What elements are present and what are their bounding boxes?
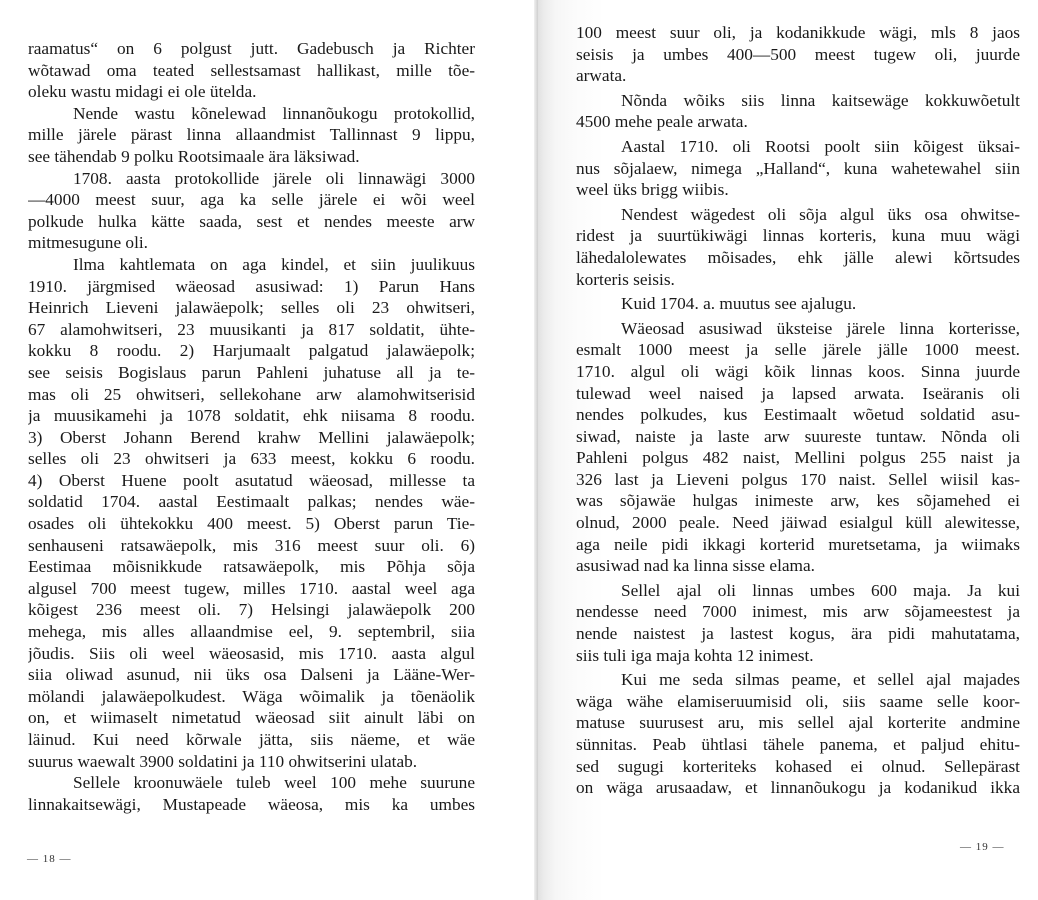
text-line: nende naistest ja lastest kogus, ära pidi mahutatama, xyxy=(576,624,1020,644)
text-line: Kuid 1704. a. muutus see ajalugu. xyxy=(621,294,857,314)
text-line: linnakaitsewägi, Mustapeade wäeosa, mis ka umbes xyxy=(28,794,475,814)
text-line: on, et wiimaselt nimetatud wäeosad siit ainult läbi on xyxy=(28,708,475,728)
text-line: 4500 mehe peale arwata. xyxy=(576,112,748,132)
text-line: osades oli ühtekokku 400 meest. 5) Oberst parun Tie- xyxy=(28,514,475,534)
text-line: nendes polkudes, kus Eestimaalt wõetud soldatid asu- xyxy=(576,405,1020,425)
text-line: ja muusikamehi ja 1078 soldatit, ehk niisama 8 roodu. xyxy=(28,406,475,426)
text-line: siwad, naiste ja laste arw suureste tuntaw. Nõnda oli xyxy=(576,426,1020,446)
text-line: mas oli 25 ohwitseri, sellekohane arw alamohwitserisid xyxy=(28,384,475,404)
text-line: jõudis. Siis oli weel wäeosasid, mis 1710. aasta algul xyxy=(28,643,475,663)
page-number-left: — 18 — xyxy=(27,853,72,865)
text-line: Eestimaa mõisnikkude ratsawäepolk, mis Põhja sõja xyxy=(28,557,475,577)
right-page-text xyxy=(576,22,1020,799)
text-line: kokku 8 roodu. 2) Harjumaalt palgatud jalawäepolk; xyxy=(28,341,475,361)
text-line: 1910. järgmised wäeosad asusiwad: 1) Parun Hans xyxy=(28,276,475,296)
text-line: suurus waewalt 3900 soldatini ja 110 ohwitserini ulatab. xyxy=(28,751,418,771)
text-line: on wäga arusaadaw, et linnanõukogu ja kodanikud ikka xyxy=(576,778,1020,798)
text-line: siia oliwad asunud, nii üks osa Dalseni ja Lääne-Wer- xyxy=(28,665,475,685)
text-line: Sellel ajal oli linnas umbes 600 maja. Ja kui xyxy=(621,580,1020,600)
text-line: Wäeosad asusiwad üksteise järele linna korterisse, xyxy=(621,318,1020,338)
text-line: siis tuli iga maja kohta 12 inimest. xyxy=(576,645,814,665)
text-line: mehega, mis alles allaandmise eel, 9. septembril, siia xyxy=(28,622,475,642)
text-line: senhauseni ratsawäepolk, mis 316 meest suur oli. 6) xyxy=(28,535,475,555)
text-line: see seisis Bogislaus parun Pahleni juhatuse all ja te- xyxy=(28,362,475,382)
text-line: Nõnda wõiks siis linna kaitsewäge kokkuwõetult xyxy=(621,90,1020,110)
text-line: tulewad weel naised ja lapsed arwata. Iseäranis oli xyxy=(576,383,1020,403)
text-line: —4000 meest suur, aga ka selle järele ei wõi weel xyxy=(28,190,475,210)
text-line: 1708. aasta protokollide järele oli linnawägi 3000 xyxy=(73,168,475,188)
text-line: sünnitas. Peab ühtlasi tähele panema, et paljud ehitu- xyxy=(576,735,1020,754)
page-number-right: — 19 — xyxy=(960,841,1005,853)
text-line: Heinrich Lieveni jalawäepolk; selles oli 23 ohwitseri, xyxy=(28,298,475,318)
text-line: Pahleni polgus 482 naist, Mellini polgus 255 naist ja xyxy=(576,448,1020,468)
text-line: mölandi jalawäepolkudest. Wäga wõimalik ja tõenäolik xyxy=(28,686,475,706)
text-line: esmalt 1000 meest ja selle järele jälle 1000 meest. xyxy=(576,340,1020,360)
text-line: 1710. algul oli wägi kõik linnas koos. Sinna juurde xyxy=(576,361,1020,381)
text-line: algusel 700 meest tugew, milles 1710. aastal weel aga xyxy=(28,578,475,598)
text-line: sed sugugi korteriteks kohased ei olnud. Sellepärast xyxy=(576,756,1020,776)
text-line: nendesse need 7000 inimest, mis arw sõjameestest ja xyxy=(576,602,1020,622)
text-line: polkude hulka kätte saada, sest et nendes meeste arw xyxy=(28,211,475,231)
text-line: raamatus“ on 6 polgust jutt. Gadebusch ja Richter xyxy=(28,39,475,58)
text-line: soldatid 1704. aastal Eestimaalt palkas; nendes wäe- xyxy=(28,492,475,512)
text-line: wäga wähe elamiseruumisid oli, siis saame selle koor- xyxy=(576,691,1020,711)
text-line: Sellele kroonuwäele tuleb weel 100 mehe suurune xyxy=(73,773,475,793)
left-page-text xyxy=(28,38,475,815)
text-line: matuse suurusest aru, mis sellel ajal korterite andmine xyxy=(576,713,1020,733)
text-line: 4) Oberst Huene poolt asutatud wäeosad, millesse ta xyxy=(28,470,475,490)
text-line: seisis ja umbes 400—500 meest tugew oli, juurde xyxy=(576,44,1020,64)
text-line: 67 alamohwitseri, 23 muusikanti ja 817 soldatit, ühte- xyxy=(28,319,475,339)
book-gutter xyxy=(534,0,538,900)
text-line: korteris seisis. xyxy=(576,269,675,289)
text-line: 100 meest suur oli, ja kodanikkude wägi, mls 8 jaos xyxy=(576,23,1020,42)
text-line: arwata. xyxy=(576,66,627,86)
text-line: ridest ja suurtükiwägi linnas korteris, kuna muu wägi xyxy=(576,226,1020,246)
text-line: lähedalolewates mõisades, ehk jälle alewi kõrtsudes xyxy=(576,247,1020,267)
text-line: läinud. Kui need kõrwale jätta, siis näeme, et wäe xyxy=(28,730,475,749)
text-line: 326 last ja Lieveni polgus 170 naist. Sellel wiisil kas- xyxy=(576,469,1020,489)
text-line: selles oli 23 ohwitseri ja 633 meest, kokku 6 roodu. xyxy=(28,449,475,469)
text-line: wõtawad oma teated sellestsamast hallikast, mille tõe- xyxy=(28,60,475,80)
text-line: Aastal 1710. oli Rootsi poolt siin kõigest üksai- xyxy=(621,136,1020,156)
text-line: mitmesugune oli. xyxy=(28,233,148,253)
text-line: Nende wastu kõnelewad linnanõukogu protokollid, xyxy=(73,103,475,123)
text-line: Ilma kahtlemata on aga kindel, et siin juulikuus xyxy=(73,254,475,274)
text-line: was sõjawäe hulgas inimeste arw, kes sõjamehed ei xyxy=(576,491,1020,511)
text-line: Nendest wägedest oli sõja algul üks osa ohwitse- xyxy=(621,204,1020,224)
text-line: weel üks brigg wiibis. xyxy=(576,180,729,200)
text-line: asusiwad nad ka linna sisse elama. xyxy=(576,556,815,576)
text-line: olnud, 2000 peale. Need jäiwad esialgul küll alewitesse, xyxy=(576,513,1020,533)
text-line: see tähendab 9 polku Rootsimaale ära läksiwad. xyxy=(28,146,360,166)
text-line: kõigest 236 meest oli. 7) Helsingi jalawäepolk 200 xyxy=(28,600,475,620)
text-line: 3) Oberst Johann Berend krahw Mellini jalawäepolk; xyxy=(28,427,475,447)
text-line: aga neile pidi ikkagi korterid muretsetama, ja wiimaks xyxy=(576,534,1020,554)
text-line: oleku wastu midagi ei ole ütelda. xyxy=(28,82,257,102)
text-line: Kui me seda silmas peame, et sellel ajal majades xyxy=(621,670,1020,690)
right-page xyxy=(534,0,1038,900)
text-line: nus sõjalaew, nimega „Halland“, kuna wahetewahel siin xyxy=(576,158,1020,178)
text-line: mille järele pärast linna allaandmist Tallinnast 9 lippu, xyxy=(28,125,475,145)
